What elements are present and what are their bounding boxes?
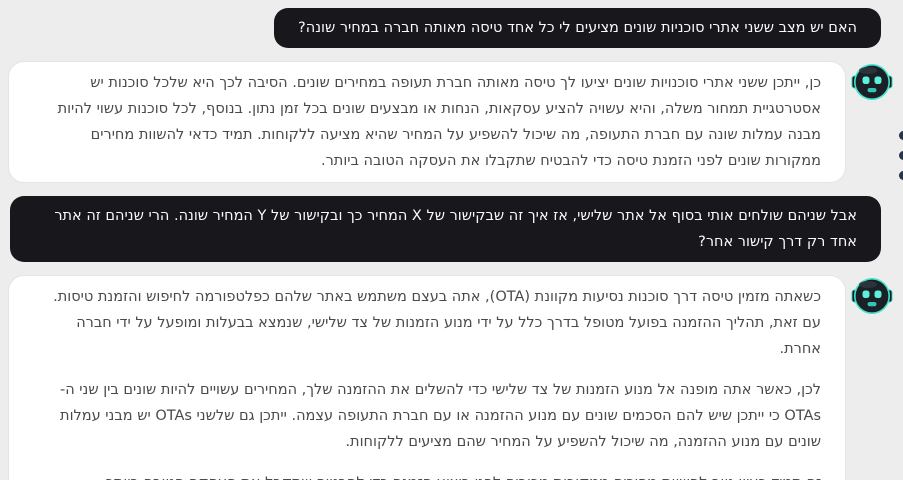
bot-message-bubble: [8, 61, 846, 183]
kebab-dot: [899, 131, 903, 140]
bot-message-row: [0, 275, 903, 485]
robot-icon: [851, 275, 893, 317]
kebab-dot: [899, 171, 903, 180]
composer-top-edge: [0, 480, 903, 485]
user-message-row: [0, 196, 903, 262]
user-message-bubble: אבל שניהם שולחים אותי בסוף אל אתר שלישי, אז איך זה שבקישור של X המחיר כך ובקישור של Y המחיר שונה. הרי שניהם זה אתר אחד רק דרך קישור אחר?: [10, 196, 881, 262]
kebab-dot: [899, 151, 903, 160]
bot-message-paragraph: לכן, כאשר אתה מופנה אל מנוע הזמנות של צד שלישי כדי להשלים את ההזמנה שלך, המחירים עשויים להיות שונים בין שני ה-OTAs כי ייתכן שיש להם הסכמים שונים עם מנוע ההזמנה או עם חברת התעופה עצמה. ייתכן גם שלשני OTAs יש מבני עמלות שונים עם מנוע ההזמנה, מה שיכול להשפיע על המחיר שהם מציעים ללקוחות.: [59, 382, 821, 450]
user-message-row: [0, 8, 903, 48]
bot-avatar: [851, 61, 893, 103]
kebab-menu-clipped[interactable]: [899, 131, 903, 180]
user-message-bubble: האם יש מצב ששני אתרי סוכניות שונים מציעים לי כל אחד טיסה מאותה חברה במחיר שונה?: [274, 8, 881, 48]
robot-icon: [851, 61, 893, 103]
bot-message-paragraph: כשאתה מזמין טיסה דרך סוכנות נסיעות מקוונת (OTA), אתה בעצם משתמש באתר שלהם כפלטפורמה לחיפוש והזמנת טיסות. עם זאת, תהליך ההזמנה בפועל מטופל בדרך כלל על ידי מנוע הזמנות של צד שלישי, שנמצא בבעלות ומופעל על ידי חברה אחרת.: [53, 289, 821, 357]
bot-message-bubble: [8, 275, 846, 485]
bot-avatar: [851, 275, 893, 317]
bot-message-paragraph: כן, ייתכן ששני אתרי סוכנויות שונים יציעו לך טיסה מאותה חברת תעופה במחירים שונים. הסיבה לכך היא שלכל סוכנות יש אסטרטגיית תמחור משלה, והיא עשויה להציע עסקאות, הנחות או מבצעים שונים בכל זמן נתון. בנוסף, לכל סוכנות עשוי להיות מבנה עמלות שונה עם חברת התעופה, מה שיכול להשפיע על המחיר שהיא מציעה ללקוחות. תמיד כדאי להשוות מחירים ממקורות שונים לפני הזמנת טיסה כדי להבטיח שתקבלו את העסקה הטובה ביותר.: [57, 75, 821, 169]
bot-message-row: [0, 61, 903, 183]
